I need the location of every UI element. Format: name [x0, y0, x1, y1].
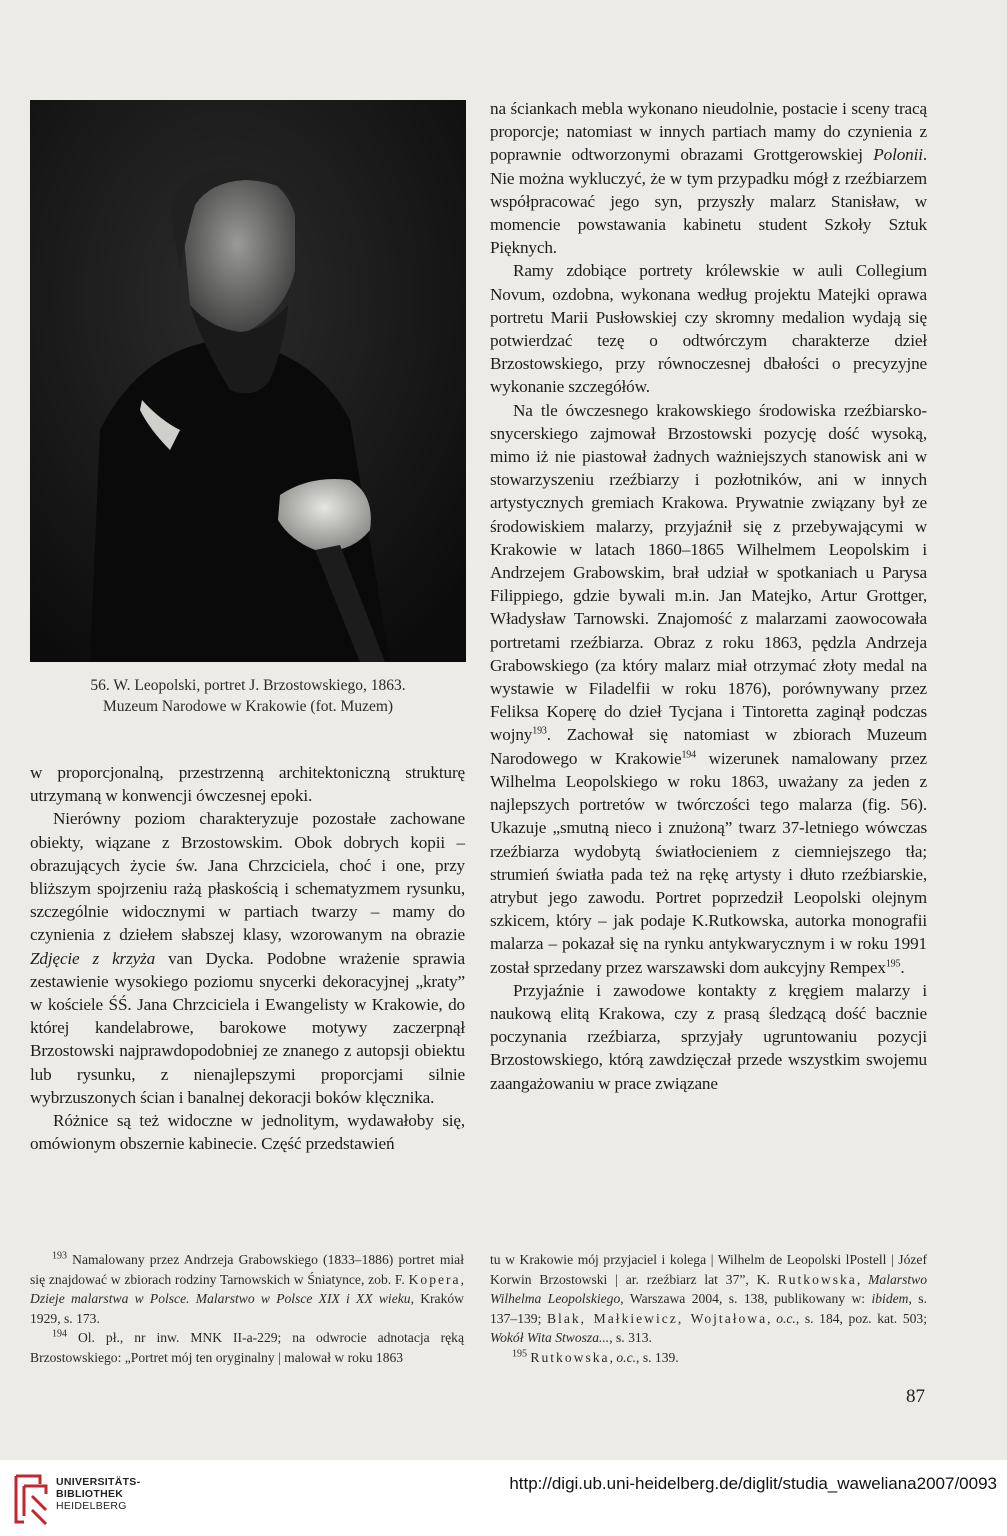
text-run: , s. 313.	[609, 1330, 652, 1346]
text-run: wizerunek namalowany przez Wilhelma Leopolskiego w roku 1863, uważany za jeden z najlepszych portretów w twórczości tego malarza (fig. 56). Ukazuje „smutną nieco i znużoną” twarz 37-letniego wówczas rzeźbiarza wydobytą światłocieniem z ciemniejszego tła; strumień światła pada też na rękę artysty i dłuto rzeźbiarskie, atrybut jego zawodu. Portret poprzedził Leopolski olejnym szkicem, który – jak podaje K.Rutkowska, autorka monografii malarza – pokazał się na rynku antykwarycznym i w roku 1991 został sprzedany przez warszawski dom aukcyjny Rempex	[490, 748, 927, 977]
portrait-photograph	[30, 100, 466, 662]
author-name: Rutkowska	[777, 1271, 857, 1287]
footnote-ref-195[interactable]: 195	[885, 957, 901, 969]
text-run: . Nie można wykluczyć, że w tym przypadku mógł z rzeźbiarzem współpracować jego syn, przyszły malarz Stanisław, w momencie powstawania kabinetu student Szkoły Sztuk Pięknych.	[490, 145, 927, 258]
text-run: tu w Krakowie mój przyjaciel i kolega | Wilhelm de Leopolski lPostell | Józef Korwin Brzostowski | ar. rzeźbiarz lat 37”, K.	[490, 1252, 927, 1287]
footnote-193	[30, 1250, 464, 1328]
italic-title: Dzieje malarstwa w Polsce. Malarstwo w Polsce XIX i XX wieku	[30, 1291, 411, 1307]
paragraph	[490, 97, 927, 259]
library-logo-icon	[10, 1472, 50, 1526]
text-run: na ściankach mebla wykonano nieudolnie, postacie i sceny tracą proporcje; natomiast w innych partiach mamy do czynienia z poprawnie odtworzonymi obrazami Grottgerowskiej	[490, 99, 927, 165]
library-name-line: UNIVERSITÄTS-	[56, 1476, 141, 1488]
caption-line-1: 56. W. Leopolski, portret J. Brzostowskiego, 1863.	[90, 677, 406, 694]
author-name: Blak, Małkiewicz, Wojtałowa	[546, 1310, 768, 1326]
text-run: ,	[856, 1271, 869, 1287]
text-run: , s. 184, poz. kat. 503;	[795, 1310, 927, 1326]
paragraph: w proporcjonalną, przestrzenną architektoniczną strukturę utrzymaną w konwencji ówczesnej epoki.	[30, 763, 465, 806]
footnote-195	[490, 1348, 927, 1368]
paragraph	[490, 399, 927, 979]
text-run: , s. 139.	[636, 1349, 679, 1365]
paragraph	[30, 807, 465, 1109]
paragraph: Przyjaźnie i zawodowe kontakty z kręgiem malarzy i naukową elitą Krakowa, czy z prasą śledzącą dość bacznie poczynania rzeźbiarza, sprzyjały ugruntowaniu pozycji Brzostowskiego, którą zawdzięczał przede wszystkim swojemu zaangażowaniu w prace związane	[490, 980, 927, 1093]
page-number: 87	[906, 1386, 925, 1407]
footnote-ref-194[interactable]: 194	[681, 748, 696, 760]
library-name-line: BIBLIOTHEK	[56, 1488, 124, 1500]
footnote-194-continued	[490, 1250, 927, 1348]
footnotes-right	[490, 1250, 927, 1368]
footnote-194	[30, 1328, 464, 1367]
source-url-link[interactable]: http://digi.ub.uni-heidelberg.de/diglit/studia_waweliana2007/0093	[509, 1474, 997, 1493]
text-run: , s. 137–139;	[490, 1291, 927, 1326]
paragraph: Ramy zdobiące portrety królewskie w auli Collegium Novum, ozdobna, wykonana według projektu Matejki oprawa portretu Marii Pusłowskiej czy skromny medalion wydają się potwierdzać tezę o odtwórczym charakterze dzieł Brzostowskiego, przy równoczesnej dbałości o precyzyjne wykonanie szczegółów.	[490, 261, 927, 397]
text-run: Nierówny poziom charakteryzuje pozostałe zachowane obiekty, wiązane z Brzostowskim. Obok dobrych kopii – obrazujących życie św. Jana Chrzciciela, choć i one, przy bliższym spojrzeniu rażą płaskością i schematyzmem rysunku, szczególnie widocznymi w partiach twarzy – mamy do czynienia z dziełem słabszej klasy, wzorowanym na obrazie	[30, 809, 465, 945]
italic-title: Malarstwo Wilhelma Leopolskiego	[490, 1271, 927, 1307]
italic-abbrev: o.c.	[776, 1310, 796, 1326]
footnote-number: 195	[512, 1348, 527, 1360]
figure-caption	[30, 675, 466, 717]
footnote-number: 194	[52, 1328, 67, 1340]
text-run: Namalowany przez Andrzeja Grabowskiego (1833–1886) portret miał się znajdować w zbiorach rodziny Tarnowskich w Śniatynce, zob. F.	[30, 1252, 464, 1287]
text-run: Ol. pł., nr inw. MNK II-a-229; na odwrocie adnotacja ręką Brzostowskiego: „Portret mój ten oryginalny | malował w roku 1863	[30, 1330, 464, 1365]
footnote-number: 193	[52, 1250, 67, 1262]
text-run: , Warszawa 2004, s. 138, publikowany w:	[620, 1291, 872, 1307]
text-run: van Dycka. Podobne wrażenie sprawia zestawienie wysokiego poziomu snycerki dekoracyjnej „kraty” w kościele ŚŚ. Jana Chrzciciela i Ewangelisty w Krakowie, do której kandelabrowe, barokowe motywy zaczerpnął Brzostowski najprawdopodobniej ze znanego z autopsji obiektu lub rysunku, z nienajlepszymi proporcjami silnie wybrzuszonych ścian i banalnej dekoracji boków klęcznika.	[30, 948, 466, 1107]
caption-line-2: Muzeum Narodowe w Krakowie (fot. Muzem)	[102, 698, 394, 715]
digitization-footer	[0, 1460, 1007, 1536]
text-run: ,	[609, 1349, 617, 1365]
text-run: ,	[460, 1271, 464, 1287]
text-run: . Zachował się natomiast w zbiorach Muzeum Narodowego w Krakowie	[490, 725, 927, 768]
right-column	[490, 97, 927, 1095]
italic-title: Zdjęcie z krzyża	[30, 948, 156, 968]
footnote-ref-193[interactable]: 193	[532, 725, 547, 737]
library-name	[56, 1476, 140, 1512]
italic-abbrev: ibidem	[871, 1291, 909, 1307]
footnotes-left	[30, 1250, 464, 1368]
portrait-image	[30, 100, 466, 662]
text-run: Na tle ówczesnego krakowskiego środowiska rzeźbiarsko-snycerskiego zajmował Brzostowski pozycję dość wysoką, mimo iż nie piastował żadnych ważniejszych stanowisk ani w stowarzyszeniu rzeźbiarzy i pozłotników, ani w innych artystycznych gremiach Krakowa. Prywatnie związany był ze środowiskiem malarzy, przyjaźnił się z przebywającymi w Krakowie w latach 1860–1865 Wilhelmem Leopolskim i Andrzejem Grabowskim, brał udział w spotkaniach u Parysa Filippiego, gdzie bywali m.in. Jan Matejko, Artur Grottger, Władysław Tarnowski. Znajomość z malarzami zaowocowała portretami rzeźbiarza. Obraz z roku 1863, pędzla Andrzeja Grabowskiego (za który malarz miał otrzymać złoty medal na wystawie w Filadelfii w roku 1876), porównywany przez Feliksa Koperę do dzieł Tycjana i Tintoretta zaginął podczas wojny	[490, 400, 927, 745]
text-run: , Kraków 1929, s. 173.	[30, 1291, 464, 1326]
author-name: Rutkowska	[530, 1349, 610, 1365]
library-name-line: HEIDELBERG	[56, 1500, 127, 1512]
text-run: ,	[767, 1310, 777, 1326]
paragraph: Różnice są też widoczne w jednolitym, wydawałoby się, omówionym obszernie kabinecie. Część przedstawień	[30, 1111, 465, 1154]
italic-abbrev: o.c.	[616, 1349, 637, 1365]
italic-title: Polonii	[873, 145, 923, 165]
italic-title: Wokół Wita Stwosza...	[490, 1330, 610, 1346]
author-name: Kopera	[408, 1271, 461, 1287]
left-column	[30, 761, 465, 1155]
text-run: .	[900, 957, 905, 977]
